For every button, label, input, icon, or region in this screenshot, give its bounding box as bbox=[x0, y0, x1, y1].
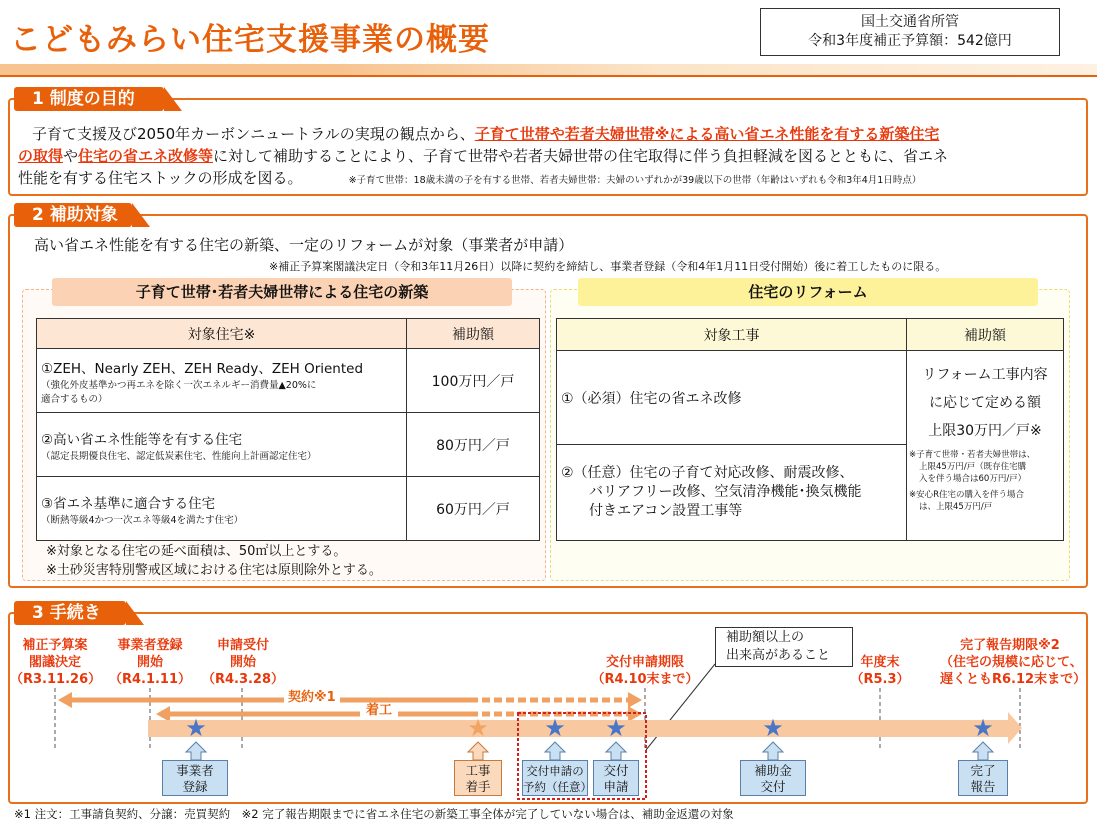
reform-amount-2: に応じて定める額 bbox=[929, 395, 1041, 411]
star-icon: ★ bbox=[972, 714, 994, 742]
step-label: 交付 bbox=[760, 779, 786, 794]
new-row-main: ③省エネ基準に適合する住宅 bbox=[41, 495, 216, 512]
target-note: ※補正予算案閣議決定日（令和3年11月26日）以降に契約を締結し、事業者登録（令和4年1月11日受付開始）後に着工したものに限る。 bbox=[269, 260, 947, 273]
reform-amount-3: 上限30万円／戸※ bbox=[928, 423, 1042, 439]
section-target-tab-label: 2 補助対象 bbox=[14, 203, 132, 227]
star-icon: ★ bbox=[762, 714, 784, 742]
new-row-main: ①ZEH、Nearly ZEH、ZEH Ready、ZEH Oriented bbox=[41, 360, 364, 377]
purpose-highlight-2: の取得 bbox=[18, 147, 64, 165]
milestone-label: 閣議決定 bbox=[28, 655, 81, 670]
table-row bbox=[37, 477, 540, 541]
table-row bbox=[557, 351, 1064, 445]
new-row-sub: （認定長期優良住宅、認定低炭素住宅、性能向上計画認定住宅） bbox=[41, 450, 317, 462]
callout-leader bbox=[646, 664, 715, 750]
procedure-footnote: ※1 注文：工事請負契約、分譲：売買契約 ※2 完了報告期限までに省エネ住宅の新築工事全体が完了していない場合は、補助金返還の対象 bbox=[14, 807, 734, 819]
purpose-note: ※子育て世帯：18歳未満の子を有する世帯、若者夫婦世帯：夫婦のいずれかが39歳以下の世帯（年齢はいずれも令和3年4月1日時点） bbox=[348, 175, 922, 186]
purpose-text bbox=[18, 123, 1088, 192]
new-build-table bbox=[36, 318, 540, 541]
new-row-main: ②高い省エネ性能等を有する住宅 bbox=[41, 431, 243, 448]
milestone-date: （R4.1.11） bbox=[108, 672, 192, 687]
milestone-date: （R4.3.28） bbox=[201, 672, 285, 687]
section-procedure-tab-label: 3 手続き bbox=[14, 601, 126, 625]
milestone-label: 完了報告期限※2 bbox=[960, 638, 1060, 653]
ministry-box bbox=[760, 8, 1060, 56]
milestone-label: 申請受付 bbox=[216, 638, 269, 653]
contract-arrow-head-left bbox=[58, 692, 72, 708]
contract-arrow-head-right bbox=[628, 692, 642, 708]
step-label: 登録 bbox=[182, 779, 208, 794]
header-bar bbox=[0, 64, 1097, 75]
tab-angle bbox=[132, 203, 150, 227]
step-construction-start bbox=[454, 760, 502, 796]
construction-label: 着工 bbox=[360, 703, 398, 719]
reform-col-work: 対象工事 bbox=[557, 319, 907, 351]
purpose-conj: や bbox=[63, 147, 79, 165]
step-label: 予約（任意） bbox=[523, 780, 592, 794]
new-row-sub: 適合するもの） bbox=[41, 393, 108, 405]
new-build-heading: 子育て世帯･若者夫婦世帯による住宅の新築 bbox=[52, 278, 512, 306]
star-icon: ★ bbox=[605, 714, 627, 742]
step-label: 事業者 bbox=[176, 763, 214, 778]
new-build-notes bbox=[46, 542, 382, 580]
reform-row-2: 付きエアコン設置工事等 bbox=[589, 503, 743, 519]
reform-amount-1: リフォーム工事内容 bbox=[922, 367, 1048, 383]
step-label: 完了 bbox=[970, 763, 996, 778]
header-line bbox=[0, 75, 1097, 77]
reform-col-amount: 補助額 bbox=[907, 319, 1064, 351]
section-purpose-tab bbox=[14, 87, 182, 111]
reform-row-2: ②（任意）住宅の子育て対応改修、耐震改修、 bbox=[561, 465, 854, 481]
new-note-1: ※対象となる住宅の延べ面積は、50㎡以上とする。 bbox=[46, 544, 347, 559]
table-row bbox=[37, 349, 540, 413]
step-label: 申請 bbox=[603, 779, 629, 794]
timeline-band bbox=[148, 720, 1008, 737]
milestone-label: 年度末 bbox=[860, 655, 900, 670]
step-label: 着手 bbox=[465, 779, 491, 794]
milestone-date: （R4.10末まで） bbox=[591, 672, 699, 687]
reform-heading: 住宅のリフォーム bbox=[578, 278, 1038, 306]
construction-arrow-head-left bbox=[156, 706, 170, 722]
purpose-line2: に対して補助することにより、子育て世帯や若者夫婦世帯の住宅取得に伴う負担軽減を図るとともに、省エネ bbox=[213, 147, 949, 165]
purpose-line3: 性能を有する住宅ストックの形成を図る。 bbox=[18, 169, 303, 187]
budget-label: 令和3年度補正予算額：542億円 bbox=[808, 33, 1012, 49]
milestone-label: 開始 bbox=[136, 655, 163, 670]
star-icon: ★ bbox=[467, 714, 489, 742]
callout-line: 出来高があること bbox=[726, 648, 831, 663]
step-registration bbox=[162, 760, 228, 796]
milestone-label: 交付申請期限 bbox=[605, 655, 684, 670]
step-application bbox=[593, 760, 639, 796]
milestone-label: 事業者登録 bbox=[117, 638, 183, 653]
tab-angle bbox=[164, 87, 182, 111]
contract-label: 契約※1 bbox=[284, 686, 340, 705]
ministry-label: 国土交通省所管 bbox=[861, 14, 959, 30]
step-label: 交付申請の bbox=[526, 764, 584, 778]
milestone-date: 遅くともR6.12末まで） bbox=[940, 672, 1087, 687]
new-row-amount: 100万円／戸 bbox=[407, 349, 540, 413]
reform-amount-note: は、上限45万円/戸 bbox=[919, 502, 993, 512]
step-reservation bbox=[522, 760, 592, 796]
milestone-label: （住宅の規模に応じて、 bbox=[940, 655, 1083, 670]
milestone-date: （R3.11.26） bbox=[10, 672, 102, 687]
target-lead: 高い省エネ性能を有する住宅の新築、一定のリフォームが対象（事業者が申請） bbox=[34, 236, 574, 254]
milestone-date: （R5.3） bbox=[850, 672, 910, 687]
reform-row-1: ①（必須）住宅の省エネ改修 bbox=[557, 351, 907, 445]
star-icon: ★ bbox=[544, 714, 566, 742]
new-col-target: 対象住宅※ bbox=[37, 319, 407, 349]
reform-amount-note: 入を伴う場合は60万円/戸） bbox=[919, 474, 1027, 484]
step-label: 交付 bbox=[603, 763, 629, 778]
reform-amount-note: ※安心R住宅の購入を伴う場合 bbox=[909, 490, 1025, 500]
milestone-label: 開始 bbox=[229, 655, 256, 670]
new-note-2: ※土砂災害特別警戒区域における住宅は原則除外とする。 bbox=[46, 563, 382, 578]
table-row bbox=[37, 413, 540, 477]
new-row-sub: （断熱等級4かつ一次エネ等級4を満たす住宅） bbox=[41, 514, 244, 526]
step-label: 工事 bbox=[465, 763, 491, 778]
step-arrows bbox=[186, 742, 993, 760]
section-purpose-tab-label: 1 制度の目的 bbox=[14, 87, 164, 111]
reform-table bbox=[556, 318, 1064, 541]
new-row-sub: （強化外皮基準かつ再エネを除く一次エネルギー消費量▲20%に bbox=[41, 379, 317, 391]
step-label: 補助金 bbox=[754, 763, 792, 778]
new-row-amount: 60万円／戸 bbox=[407, 477, 540, 541]
star-icon: ★ bbox=[185, 714, 207, 742]
reform-row-2: バリアフリー改修、空気清浄機能･換気機能 bbox=[589, 484, 862, 500]
reform-amount-note: ※子育て世帯・若者夫婦世帯は、 bbox=[909, 450, 1036, 460]
milestone-label: 補正予算案 bbox=[22, 638, 88, 653]
purpose-line1: 子育て支援及び2050年カーボンニュートラルの実現の観点から、 bbox=[32, 125, 475, 143]
step-label: 報告 bbox=[970, 779, 996, 794]
step-report bbox=[958, 760, 1008, 796]
new-col-amount: 補助額 bbox=[407, 319, 540, 349]
reform-amount-note: 上限45万円/戸（既存住宅購 bbox=[919, 462, 1027, 472]
page-title: こどもみらい住宅支援事業の概要 bbox=[10, 22, 490, 58]
callout-line: 補助額以上の bbox=[726, 630, 805, 645]
new-row-amount: 80万円／戸 bbox=[407, 413, 540, 477]
purpose-highlight-3: 住宅の省エネ改修等 bbox=[78, 147, 214, 165]
step-grant bbox=[740, 760, 806, 796]
purpose-highlight-1: 子育て世帯や若者夫婦世帯※による高い省エネ性能を有する新築住宅 bbox=[474, 125, 940, 143]
step-arrow-orange bbox=[468, 742, 488, 760]
section-target-tab bbox=[14, 203, 150, 227]
